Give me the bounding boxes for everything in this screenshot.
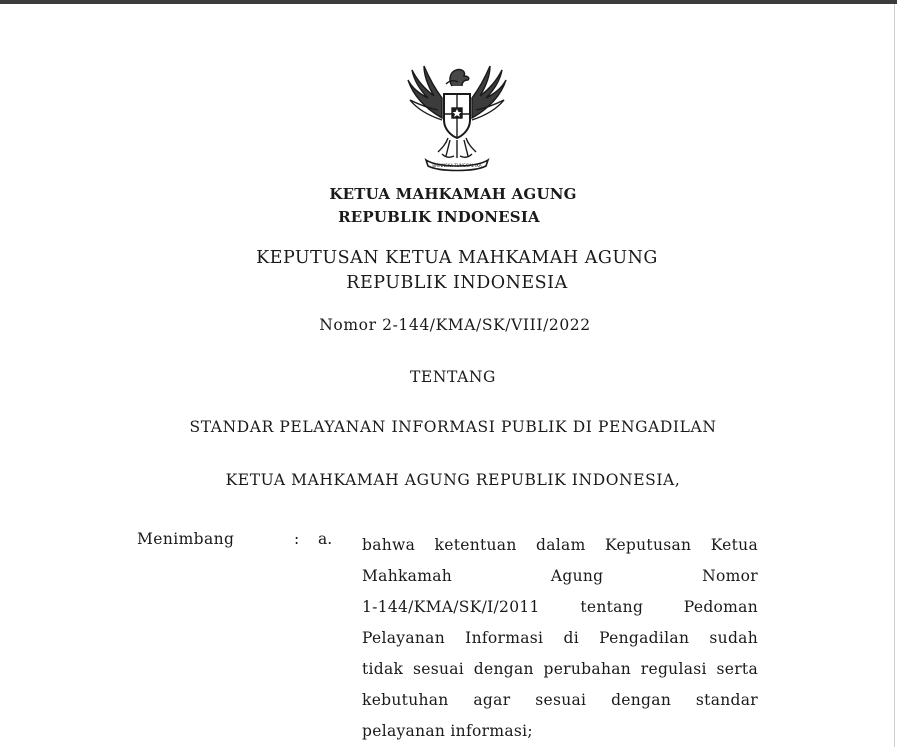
svg-text:BHINNEKA TUNGGAL IKA: BHINNEKA TUNGGAL IKA	[432, 163, 482, 168]
header-institution: KETUA MAHKAMAH AGUNG	[329, 185, 577, 203]
considering-colon: :	[294, 530, 300, 548]
decree-title-country: REPUBLIK INDONESIA	[346, 273, 568, 293]
paragraph-line: Mahkamah Agung Nomor	[362, 567, 758, 585]
paragraph-line: tidak sesuai dengan perubahan regulasi serta	[362, 660, 758, 678]
paragraph-line: Pelayanan Informasi di Pengadilan sudah	[362, 629, 758, 647]
paragraph-line: bahwa ketentuan dalam Keputusan Ketua	[362, 536, 758, 554]
considering-label: Menimbang	[137, 530, 235, 548]
paragraph-line: 1-144/KMA/SK/I/2011 tentang Pedoman	[362, 598, 758, 616]
paragraph-line: pelayanan informasi;	[362, 722, 533, 740]
decree-number: Nomor 2-144/KMA/SK/VIII/2022	[319, 316, 591, 334]
decree-subject: STANDAR PELAYANAN INFORMASI PUBLIK DI PENGADILAN	[189, 418, 717, 436]
header-country: REPUBLIK INDONESIA	[338, 208, 540, 226]
considering-paragraph	[362, 530, 758, 747]
paragraph-line: kebutuhan agar sesuai dengan standar	[362, 691, 758, 709]
decree-title: KEPUTUSAN KETUA MAHKAMAH AGUNG	[256, 248, 658, 268]
issuer-line: KETUA MAHKAMAH AGUNG REPUBLIK INDONESIA,	[225, 471, 681, 489]
document-page	[0, 4, 895, 747]
about-heading: TENTANG	[409, 368, 497, 386]
considering-item-letter: a.	[318, 530, 333, 548]
garuda-emblem-icon	[402, 58, 512, 172]
